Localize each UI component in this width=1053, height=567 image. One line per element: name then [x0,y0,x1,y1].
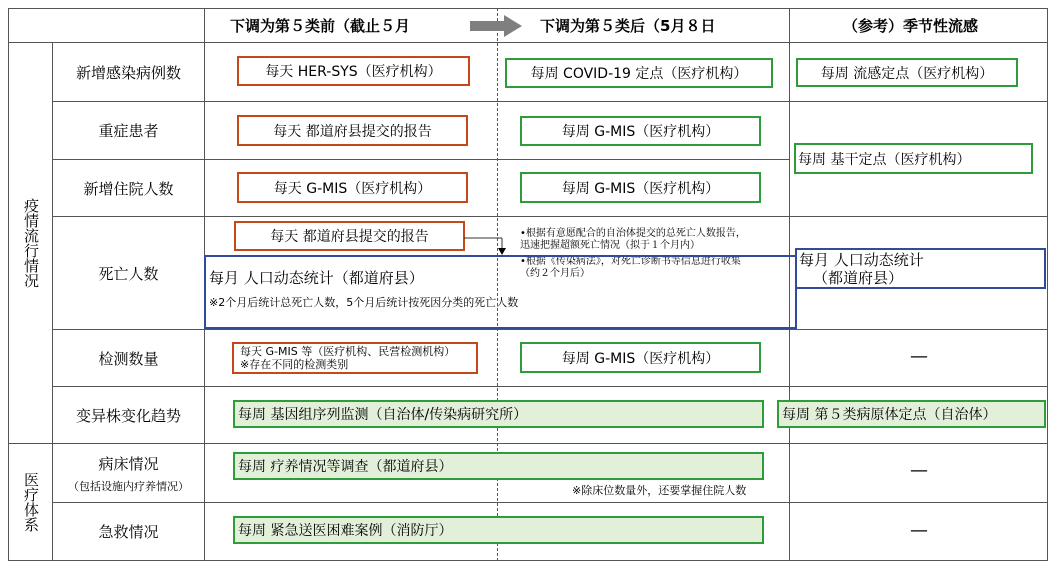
row-label-new-cases: 新增感染病例数 [75,63,181,82]
tests-after-box: 每周 G-MIS（医疗机构） [520,342,761,373]
row-label-beds: 病床情况 （包括设施内疗养情况） [68,454,189,493]
row-label-emergency: 急救情况 [98,523,159,541]
row-label-new-hospitalizations: 新增住院人数 [83,179,174,198]
header-seasonal-label: （参考）季节性流感 [843,16,979,35]
severe-before-box: 每天 都道府县提交的报告 [237,115,468,146]
header-before-label: 下调为第５类前（截止５月 [230,16,411,35]
row-label-deaths: 死亡人数 [98,264,159,283]
arrow-right-icon [470,15,524,37]
deaths-note-1: •根据有意愿配合的自治体提交的总死亡人数报告， 迅速把握超额死亡情况（拟于１个月内） [520,228,746,251]
new-cases-after-box: 每周 COVID-19 定点（医疗机构） [505,58,773,88]
emergency-box: 每周 紧急送医困难案例（消防厅） [233,516,764,544]
row-label-tests: 检测数量 [98,349,159,368]
beds-flu-dash: — [910,460,928,481]
emergency-flu-dash: — [910,520,928,541]
hosp-after-box: 每周 G-MIS（医疗机构） [520,172,761,203]
new-cases-before-box: 每天 HER-SYS（医疗机构） [237,56,470,86]
header-after-label: 下调为第５类后（5月８日 [540,16,716,35]
connector-arrow-icon [464,235,508,257]
tests-flu-dash: — [910,346,928,367]
tests-before-box: 每天 G-MIS 等（医疗机构、民营检测机构） ※存在不同的检测类别 [232,342,478,374]
deaths-note-2: •根据《传染病法》，对死亡诊断书等信息进行收集 （约２个月后） [520,256,741,279]
severe-after-box: 每周 G-MIS（医疗机构） [520,116,761,146]
new-cases-flu-box: 每周 流感定点（医疗机构） [796,58,1018,87]
beds-note: ※除床位数量外，还要掌握住院人数 [572,484,747,497]
base-sentinel-flu-box: 每周 基干定点（医疗机构） [794,143,1033,174]
variants-box: 每周 基因组序列监测（自治体/传染病研究所） [233,400,764,428]
row-label-severe: 重症患者 [98,122,159,140]
deaths-before-box: 每天 都道府县提交的报告 [234,221,465,251]
category-medical: 医疗体系 [22,472,40,532]
deaths-flu-box: 每月 人口动态统计 （都道府县） [795,248,1046,289]
category-epidemic: 疫情流行情况 [22,198,40,288]
hosp-before-box: 每天 G-MIS（医疗机构） [237,172,468,203]
row-label-variants: 变异株变化趋势 [75,406,181,425]
beds-box: 每周 疗养情况等调查（都道府县） [233,452,764,480]
variants-flu-box: 每周 第５类病原体定点（自治体） [777,400,1046,428]
deaths-monthly-box: 每月 人口动态统计（都道府县） ※2个月后统计总死亡人数，5个月后统计按死因分类的死亡人数 [204,255,797,329]
